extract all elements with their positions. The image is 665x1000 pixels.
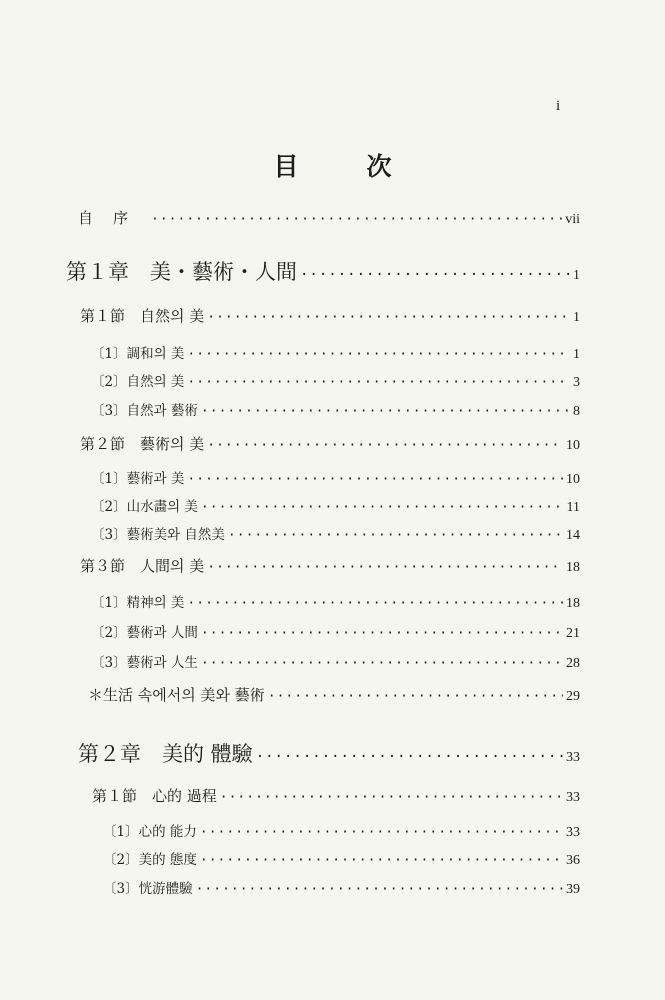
toc-entry-label: 〔2〕山水畵의 美 [91,499,198,515]
toc-entry-label: 〔1〕藝術과 美 [91,471,185,487]
toc-entry-page: 18 [566,596,580,611]
toc-entry-label: ＊生活 속에서의 美와 藝術 [88,686,265,704]
toc-entry-preface [78,207,580,228]
toc-entry-item [91,399,580,420]
leader-dots [200,853,563,868]
toc-entry-item [91,591,580,612]
toc-entry-item [91,370,580,391]
leader-dots [300,267,570,283]
toc-entry-label: 第１章 美・藝術・人間 [66,260,297,284]
toc-entry-section [80,555,580,576]
toc-entry-label: 〔3〕藝術美와 自然美 [91,527,225,543]
leader-dots [201,500,564,515]
page-title: 目次 [273,152,460,181]
toc-entry-page: 10 [566,472,580,487]
leader-dots [187,596,563,611]
toc-entry-page: 10 [566,438,580,453]
toc-entry-chapter-2 [78,738,580,768]
toc-entry-page: 11 [566,500,580,515]
toc-entry-page: 8 [573,404,580,419]
leader-dots [256,749,563,765]
toc-entry-label: 〔2〕美的 態度 [103,852,197,868]
toc-entry-page: 1 [573,268,580,283]
toc-entry-item [91,467,580,488]
toc-entry-label: 第１節 自然의 美 [80,307,205,325]
toc-entry-label: 第２章 美的 體驗 [78,742,253,766]
toc-entry-essay [88,684,580,705]
toc-entry-page: 21 [566,626,580,641]
leader-dots [201,626,563,641]
toc-entry-label: 第１節 心的 過程 [92,787,217,805]
leader-dots [207,560,563,575]
toc-entry-label: 〔1〕心的 能力 [103,824,197,840]
toc-entry-page: 1 [573,310,580,325]
toc-entry-item [91,342,580,363]
leader-dots [201,404,570,419]
toc-entry-label: 〔1〕精神의 美 [91,595,185,611]
leader-dots [187,375,570,390]
toc-entry-page: 3 [573,375,580,390]
toc-entry-page: 33 [566,790,580,805]
toc-entry-page: 33 [566,825,580,840]
toc-entry-label: 〔2〕藝術과 人間 [91,625,198,641]
toc-entry-page: 18 [566,560,580,575]
leader-dots [196,882,563,897]
leader-dots [220,790,563,805]
toc-entry-item [103,877,580,898]
toc-entry-item [91,523,580,544]
toc-entry-page: 28 [566,656,580,671]
toc-entry-item [103,820,580,841]
toc-entry-label: 〔2〕自然의 美 [91,374,185,390]
toc-entry-item [103,848,580,869]
toc-entry-page: 1 [573,347,580,362]
toc-entry-page: 39 [566,882,580,897]
toc-entry-chapter-1 [66,256,580,286]
toc-entry-label: 自序 [78,209,149,227]
leader-dots [201,656,563,671]
toc-entry-item [91,621,580,642]
toc-entry-page: 33 [566,750,580,765]
toc-entry-section [80,305,580,326]
leader-dots [207,438,563,453]
leader-dots [268,689,563,704]
toc-entry-section [92,785,580,806]
toc-entry-label: 〔1〕調和의 美 [91,346,185,362]
toc-entry-page: 29 [566,689,580,704]
toc-entry-label: 〔3〕自然과 藝術 [91,403,198,419]
toc-entry-page: vii [565,212,580,227]
leader-dots [228,528,563,543]
toc-entry-section [80,433,580,454]
leader-dots [187,347,570,362]
leader-dots [207,310,570,325]
toc-entry-label: 第２節 藝術의 美 [80,435,205,453]
toc-entry-page: 36 [566,853,580,868]
leader-dots [187,472,563,487]
page-number: i [556,98,561,114]
toc-entry-label: 〔3〕恍游體驗 [103,881,193,897]
toc-entry-label: 〔3〕藝術과 人生 [91,655,198,671]
toc-entry-item [91,651,580,672]
toc-entry-label: 第３節 人間의 美 [80,557,205,575]
toc-entry-item [91,495,580,516]
leader-dots [151,212,562,227]
leader-dots [200,825,563,840]
toc-entry-page: 14 [566,528,580,543]
